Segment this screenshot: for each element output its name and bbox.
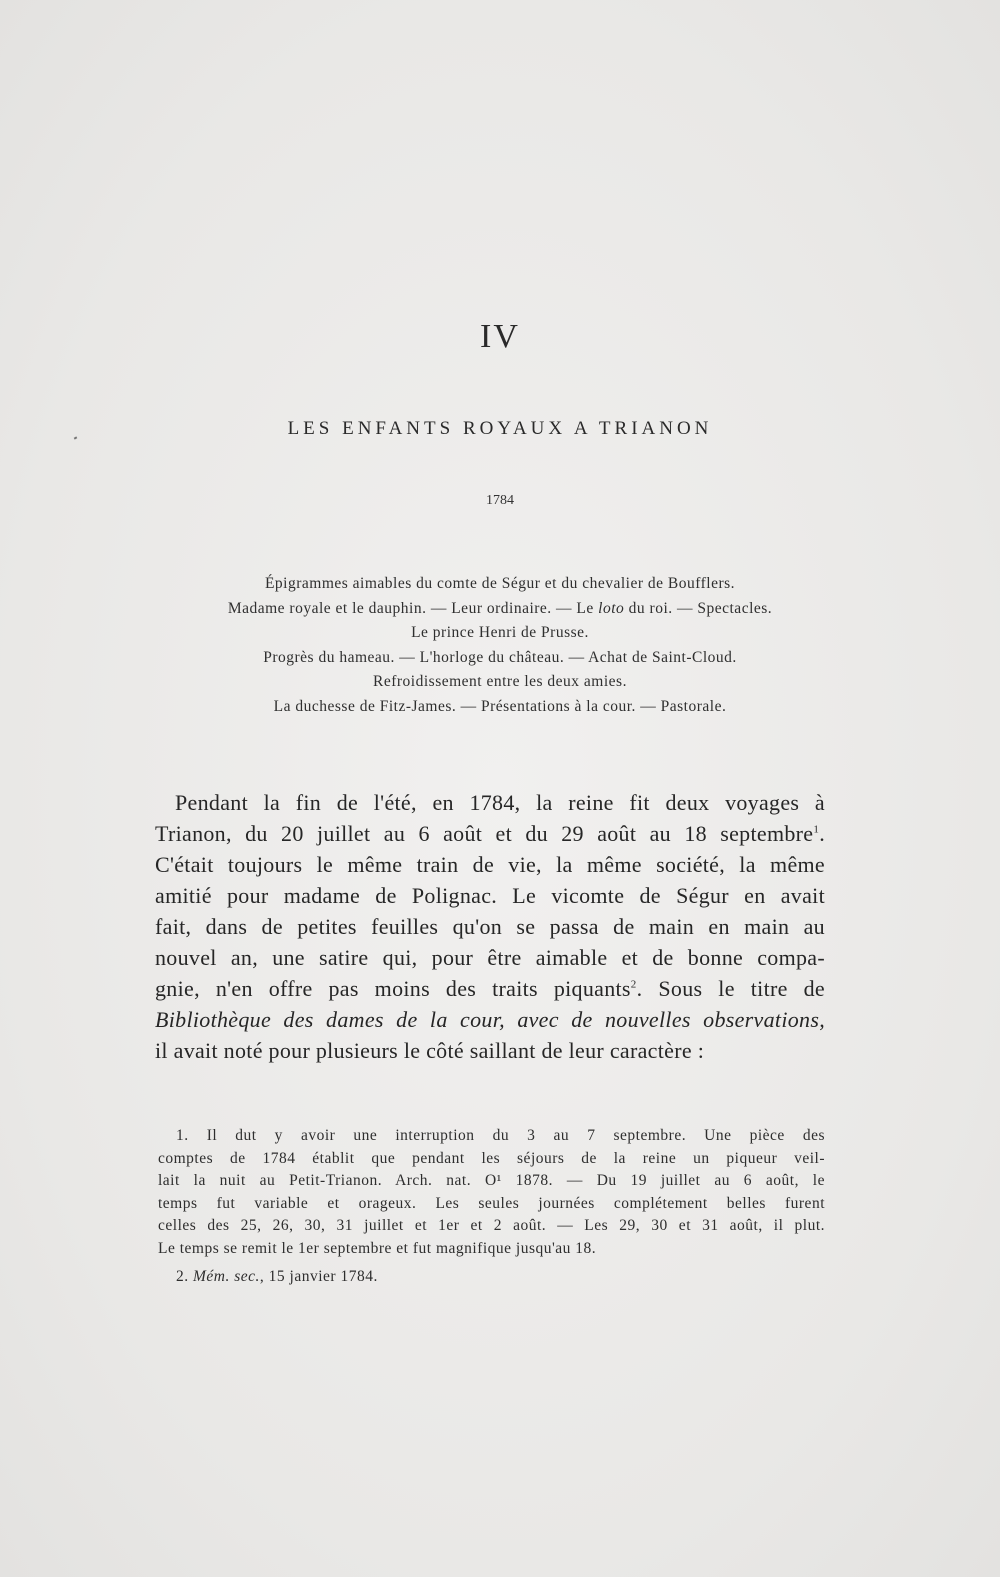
footnote-source: Mém. sec. xyxy=(193,1268,260,1285)
body-line: gnie, n'en offre pas moins des traits piquants$^2$. Sous le titre de xyxy=(155,976,825,1001)
footnote-date: , 15 janvier 1784. xyxy=(259,1268,378,1285)
body-line xyxy=(155,1004,825,1035)
footnotes xyxy=(158,1125,825,1289)
body-paragraph xyxy=(155,787,825,1066)
footnote-number: 2. xyxy=(176,1268,189,1285)
body-line: C'était toujours le même train de vie, la même société, la même xyxy=(155,852,825,877)
footnote-line: lait la nuit au Petit-Trianon. Arch. nat. O¹ 1878. — Du 19 juillet au 6 août, le xyxy=(158,1172,825,1189)
body-line: Trianon, du 20 juillet au 6 août et du 29 août au 18 septembre$^1$. xyxy=(155,821,825,846)
italic-word: loto xyxy=(598,599,625,617)
body-line: Pendant la fin de l'été, en 1784, la reine fit deux voyages à xyxy=(175,790,825,815)
summary-line: Madame royale et le dauphin. — Leur ordinaire. — Le loto du roi. — Spectacles. xyxy=(227,599,773,617)
body-line: fait, dans de petites feuilles qu'on se passa de main en main au xyxy=(155,914,825,939)
chapter-year: 1784 xyxy=(486,493,514,508)
body-line: il avait noté pour plusieurs le côté saillant de leur caractère : xyxy=(155,1038,705,1063)
chapter-summary xyxy=(110,572,890,719)
footnote-line: celles des 25, 26, 30, 31 juillet et 1er et 2 août. — Les 29, 30 et 31 août, il plut. xyxy=(158,1217,825,1234)
bleed-through-texture xyxy=(150,190,840,211)
footnote-line: comptes de 1784 établit que pendant les séjours de la reine un piqueur veil- xyxy=(158,1149,825,1167)
chapter-title: LES ENFANTS ROYAUX A TRIANON xyxy=(287,418,713,439)
footnote-line: Le temps se remit le 1er septembre et fut magnifique jusqu'au 18. xyxy=(158,1239,597,1257)
footnote-ref[interactable]: 2 xyxy=(630,978,637,991)
summary-line: Épigrammes aimables du comte de Ségur et du chevalier de Boufflers. xyxy=(264,575,736,592)
footnote-2 xyxy=(158,1266,825,1289)
footnote-line: temps fut variable et orageux. Les seules journées complétement belles furent xyxy=(158,1194,825,1212)
footnote-ref[interactable]: 1 xyxy=(813,823,820,836)
body-line: amitié pour madame de Polignac. Le vicomte de Ségur en avait xyxy=(155,883,825,908)
summary-line: Refroidissement entre les deux amies. xyxy=(373,673,627,690)
summary-line: Le prince Henri de Prusse. xyxy=(411,624,589,641)
summary-line: Progrès du hameau. — L'horloge du château. — Achat de Saint-Cloud. xyxy=(263,648,737,666)
body-line: nouvel an, une satire qui, pour être aimable et de bonne compa- xyxy=(155,945,825,970)
summary-line: La duchesse de Fitz-James. — Présentations à la cour. — Pastorale. xyxy=(273,697,727,715)
footnote-line: 1. Il dut y avoir une interruption du 3 au 7 septembre. Une pièce des xyxy=(176,1127,825,1144)
chapter-number: IV xyxy=(480,318,520,355)
italic-title: Bibliothèque des dames de la cour, avec de nouvelles observations, xyxy=(155,1007,825,1032)
